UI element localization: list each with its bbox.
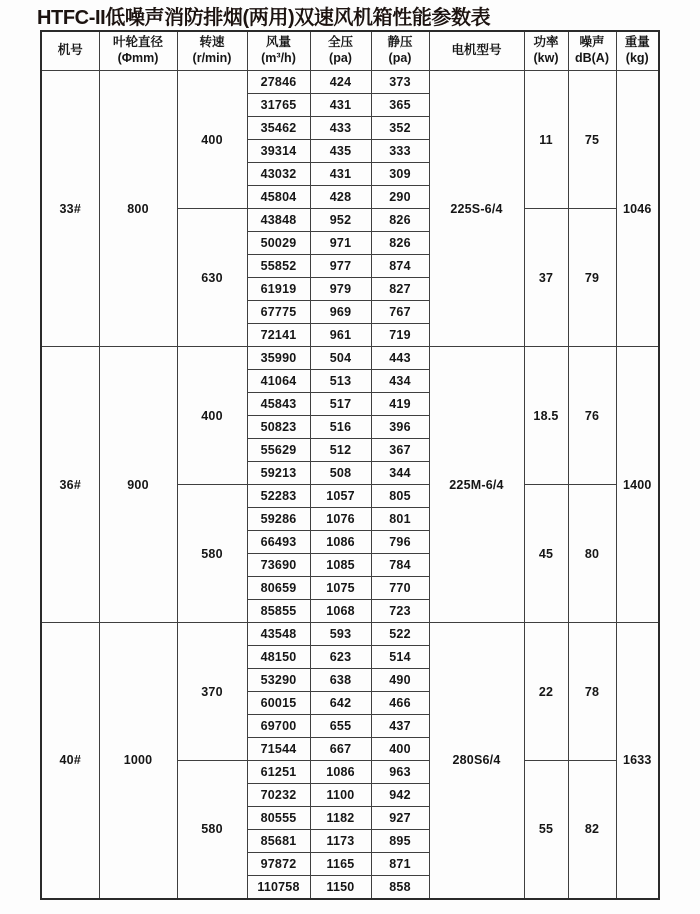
header-label: 叶轮直径 [112, 35, 163, 50]
static-pressure-cell: 352 [371, 117, 429, 140]
airflow-cell: 69700 [247, 715, 310, 738]
header-row [41, 31, 659, 71]
weight-cell: 1633 [616, 623, 659, 899]
total-pressure-cell: 961 [310, 324, 371, 347]
airflow-cell: 39314 [247, 140, 310, 163]
static-pressure-cell: 443 [371, 347, 429, 370]
static-pressure-cell: 826 [371, 232, 429, 255]
noise-cell: 80 [568, 485, 616, 623]
static-pressure-cell: 344 [371, 462, 429, 485]
airflow-cell: 60015 [247, 692, 310, 715]
static-pressure-cell: 826 [371, 209, 429, 232]
power-cell: 55 [524, 761, 568, 899]
weight-cell: 1400 [616, 347, 659, 623]
static-pressure-cell: 784 [371, 554, 429, 577]
speed-cell: 630 [177, 209, 247, 347]
speed-cell: 400 [177, 347, 247, 485]
static-pressure-cell: 333 [371, 140, 429, 163]
header-static-pressure [371, 31, 429, 71]
diameter-cell: 1000 [99, 623, 177, 899]
header-label: 电机型号 [451, 43, 502, 58]
airflow-cell: 73690 [247, 554, 310, 577]
airflow-cell: 43848 [247, 209, 310, 232]
airflow-cell: 59213 [247, 462, 310, 485]
power-cell: 11 [524, 71, 568, 209]
header-label: 噪声 [579, 35, 605, 50]
total-pressure-cell: 655 [310, 715, 371, 738]
airflow-cell: 45804 [247, 186, 310, 209]
airflow-cell: 43032 [247, 163, 310, 186]
total-pressure-cell: 1085 [310, 554, 371, 577]
header-unit: (Φmm) [117, 51, 159, 65]
airflow-cell: 80659 [247, 577, 310, 600]
airflow-cell: 50029 [247, 232, 310, 255]
airflow-cell: 50823 [247, 416, 310, 439]
total-pressure-cell: 1100 [310, 784, 371, 807]
speed-cell: 580 [177, 485, 247, 623]
static-pressure-cell: 895 [371, 830, 429, 853]
fan-spec-table [40, 30, 660, 900]
total-pressure-cell: 593 [310, 623, 371, 646]
static-pressure-cell: 827 [371, 278, 429, 301]
static-pressure-cell: 309 [371, 163, 429, 186]
airflow-cell: 61251 [247, 761, 310, 784]
static-pressure-cell: 290 [371, 186, 429, 209]
total-pressure-cell: 1150 [310, 876, 371, 899]
airflow-cell: 52283 [247, 485, 310, 508]
total-pressure-cell: 431 [310, 94, 371, 117]
airflow-cell: 110758 [247, 876, 310, 899]
machine-no-cell: 36# [41, 347, 99, 623]
airflow-cell: 71544 [247, 738, 310, 761]
total-pressure-cell: 952 [310, 209, 371, 232]
static-pressure-cell: 805 [371, 485, 429, 508]
table-row [41, 71, 659, 94]
total-pressure-cell: 513 [310, 370, 371, 393]
header-unit: (m³/h) [261, 51, 296, 65]
static-pressure-cell: 373 [371, 71, 429, 94]
power-cell: 37 [524, 209, 568, 347]
table-row [41, 347, 659, 370]
total-pressure-cell: 638 [310, 669, 371, 692]
airflow-cell: 85855 [247, 600, 310, 623]
header-airflow [247, 31, 310, 71]
header-unit: (kg) [625, 51, 649, 65]
header-unit: (r/min) [192, 51, 232, 65]
static-pressure-cell: 419 [371, 393, 429, 416]
total-pressure-cell: 1086 [310, 531, 371, 554]
airflow-cell: 70232 [247, 784, 310, 807]
static-pressure-cell: 767 [371, 301, 429, 324]
total-pressure-cell: 504 [310, 347, 371, 370]
static-pressure-cell: 514 [371, 646, 429, 669]
static-pressure-cell: 522 [371, 623, 429, 646]
table-row [41, 623, 659, 646]
noise-cell: 82 [568, 761, 616, 899]
total-pressure-cell: 1075 [310, 577, 371, 600]
header-noise [568, 31, 616, 71]
header-unit: (kw) [533, 51, 559, 65]
static-pressure-cell: 723 [371, 600, 429, 623]
noise-cell: 76 [568, 347, 616, 485]
noise-cell: 79 [568, 209, 616, 347]
total-pressure-cell: 512 [310, 439, 371, 462]
total-pressure-cell: 1165 [310, 853, 371, 876]
airflow-cell: 55629 [247, 439, 310, 462]
speed-cell: 370 [177, 623, 247, 761]
static-pressure-cell: 871 [371, 853, 429, 876]
airflow-cell: 66493 [247, 531, 310, 554]
total-pressure-cell: 1076 [310, 508, 371, 531]
static-pressure-cell: 796 [371, 531, 429, 554]
static-pressure-cell: 434 [371, 370, 429, 393]
airflow-cell: 31765 [247, 94, 310, 117]
noise-cell: 78 [568, 623, 616, 761]
static-pressure-cell: 367 [371, 439, 429, 462]
speed-cell: 400 [177, 71, 247, 209]
total-pressure-cell: 1068 [310, 600, 371, 623]
motor-model-cell: 225M-6/4 [429, 347, 524, 623]
header-label: 风量 [265, 35, 291, 50]
static-pressure-cell: 400 [371, 738, 429, 761]
airflow-cell: 35462 [247, 117, 310, 140]
airflow-cell: 67775 [247, 301, 310, 324]
static-pressure-cell: 770 [371, 577, 429, 600]
airflow-cell: 45843 [247, 393, 310, 416]
static-pressure-cell: 365 [371, 94, 429, 117]
noise-cell: 75 [568, 71, 616, 209]
static-pressure-cell: 466 [371, 692, 429, 715]
static-pressure-cell: 396 [371, 416, 429, 439]
total-pressure-cell: 516 [310, 416, 371, 439]
motor-model-cell: 280S6/4 [429, 623, 524, 899]
header-weight [616, 31, 659, 71]
airflow-cell: 43548 [247, 623, 310, 646]
power-cell: 45 [524, 485, 568, 623]
header-label: 功率 [533, 35, 559, 50]
header-label: 重量 [624, 35, 650, 50]
static-pressure-cell: 942 [371, 784, 429, 807]
diameter-cell: 800 [99, 71, 177, 347]
total-pressure-cell: 428 [310, 186, 371, 209]
machine-no-cell: 33# [41, 71, 99, 347]
static-pressure-cell: 437 [371, 715, 429, 738]
header-unit: dB(A) [574, 51, 609, 65]
static-pressure-cell: 927 [371, 807, 429, 830]
static-pressure-cell: 963 [371, 761, 429, 784]
total-pressure-cell: 517 [310, 393, 371, 416]
airflow-cell: 35990 [247, 347, 310, 370]
airflow-cell: 48150 [247, 646, 310, 669]
total-pressure-cell: 1173 [310, 830, 371, 853]
airflow-cell: 97872 [247, 853, 310, 876]
airflow-cell: 85681 [247, 830, 310, 853]
page-title: HTFC-II低噪声消防排烟(两用)双速风机箱性能参数表 [37, 7, 491, 29]
airflow-cell: 53290 [247, 669, 310, 692]
header-unit: (pa) [329, 51, 352, 65]
header-label: 静压 [387, 35, 413, 50]
total-pressure-cell: 667 [310, 738, 371, 761]
power-cell: 18.5 [524, 347, 568, 485]
airflow-cell: 72141 [247, 324, 310, 347]
header-motor-model [429, 31, 524, 71]
header-label: 机号 [57, 43, 83, 58]
airflow-cell: 55852 [247, 255, 310, 278]
diameter-cell: 900 [99, 347, 177, 623]
airflow-cell: 41064 [247, 370, 310, 393]
airflow-cell: 27846 [247, 71, 310, 94]
static-pressure-cell: 719 [371, 324, 429, 347]
power-cell: 22 [524, 623, 568, 761]
total-pressure-cell: 971 [310, 232, 371, 255]
airflow-cell: 80555 [247, 807, 310, 830]
total-pressure-cell: 1086 [310, 761, 371, 784]
header-unit: (pa) [388, 51, 412, 65]
total-pressure-cell: 431 [310, 163, 371, 186]
static-pressure-cell: 490 [371, 669, 429, 692]
static-pressure-cell: 801 [371, 508, 429, 531]
total-pressure-cell: 969 [310, 301, 371, 324]
header-diameter [99, 31, 177, 71]
motor-model-cell: 225S-6/4 [429, 71, 524, 347]
total-pressure-cell: 977 [310, 255, 371, 278]
total-pressure-cell: 1182 [310, 807, 371, 830]
header-machine-no [41, 31, 99, 71]
static-pressure-cell: 858 [371, 876, 429, 899]
total-pressure-cell: 642 [310, 692, 371, 715]
weight-cell: 1046 [616, 71, 659, 347]
total-pressure-cell: 508 [310, 462, 371, 485]
total-pressure-cell: 424 [310, 71, 371, 94]
header-power [524, 31, 568, 71]
header-total-pressure [310, 31, 371, 71]
header-label: 转速 [199, 35, 225, 50]
total-pressure-cell: 623 [310, 646, 371, 669]
total-pressure-cell: 1057 [310, 485, 371, 508]
header-label: 全压 [327, 35, 353, 50]
total-pressure-cell: 979 [310, 278, 371, 301]
airflow-cell: 61919 [247, 278, 310, 301]
total-pressure-cell: 433 [310, 117, 371, 140]
airflow-cell: 59286 [247, 508, 310, 531]
header-speed [177, 31, 247, 71]
machine-no-cell: 40# [41, 623, 99, 899]
total-pressure-cell: 435 [310, 140, 371, 163]
static-pressure-cell: 874 [371, 255, 429, 278]
speed-cell: 580 [177, 761, 247, 899]
